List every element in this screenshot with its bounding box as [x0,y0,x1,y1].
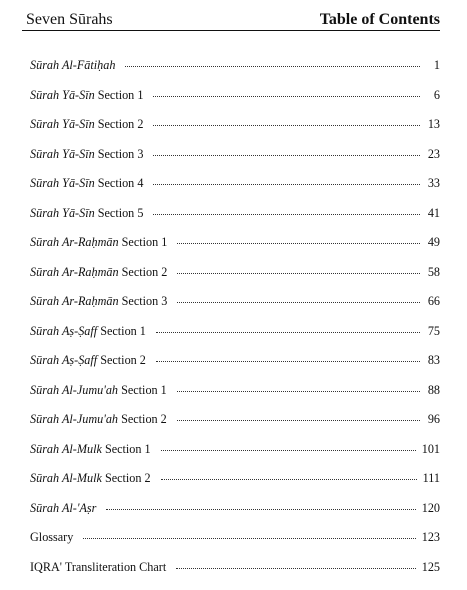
page-number: 111 [422,471,440,485]
toc-entry[interactable] [30,57,440,87]
book-title: Seven Sūrahs [26,11,113,28]
entry-title: Sūrah Yā-Sīn Section 1 [30,87,144,102]
dot-leader [177,301,420,303]
page-number: 58 [427,264,440,279]
page-number: 23 [427,146,440,161]
toc-entry[interactable] [30,529,440,559]
dot-leader [156,360,420,362]
entry-title: Sūrah Al-Fātiḥah [30,58,116,72]
toc-entry[interactable] [30,116,440,146]
page-number: 88 [427,382,440,397]
page-number: 6 [433,87,440,102]
page-number: 75 [427,323,440,338]
dot-leader [83,537,415,539]
dot-leader [153,154,420,156]
dot-leader [153,213,420,215]
toc-entry[interactable] [30,470,440,500]
toc-entry[interactable] [30,234,440,264]
page-number: 13 [427,117,440,131]
dot-leader [156,331,420,333]
entry-title: Glossary [30,530,74,544]
toc-entry[interactable] [30,87,440,117]
toc-entry[interactable] [30,500,440,530]
toc-heading: Table of Contents [319,11,440,28]
toc-entry[interactable] [30,323,440,353]
page-number: 120 [421,500,440,515]
dot-leader [153,124,420,126]
toc-entry[interactable] [30,441,440,471]
entry-title: Sūrah Yā-Sīn Section 4 [30,176,144,190]
toc-entry[interactable] [30,352,440,382]
dot-leader [106,508,415,510]
toc-entry[interactable] [30,293,440,323]
entry-title: Sūrah Al-'Aṣr [30,500,97,515]
page-number: 33 [427,176,440,190]
entry-title: Sūrah Yā-Sīn Section 2 [30,117,144,131]
entry-title: Sūrah Ar-Raḥmān Section 1 [30,235,168,249]
page-number: 123 [421,530,440,544]
page-number: 66 [427,294,440,308]
page-number: 101 [421,441,440,456]
page-number: 83 [427,353,440,367]
entry-title: Sūrah Yā-Sīn Section 5 [30,205,144,220]
toc-entry[interactable] [30,146,440,176]
toc-entry[interactable] [30,411,440,441]
toc-list [30,57,440,588]
entry-title: IQRA' Transliteration Chart [30,559,167,574]
dot-leader [177,390,420,392]
toc-entry[interactable] [30,264,440,294]
toc-entry[interactable] [30,559,440,589]
page-header [22,10,440,31]
entry-title: Sūrah Yā-Sīn Section 3 [30,146,144,161]
entry-title: Sūrah Al-Mulk Section 2 [30,471,151,485]
dot-leader [177,272,420,274]
dot-leader [161,449,416,451]
toc-entry[interactable] [30,205,440,235]
page-number: 125 [421,559,440,574]
toc-entry[interactable] [30,382,440,412]
entry-title: Sūrah Ar-Raḥmān Section 3 [30,294,168,308]
dot-leader [177,419,420,421]
page-number: 41 [427,205,440,220]
entry-title: Sūrah Ar-Raḥmān Section 2 [30,264,168,279]
dot-leader [176,567,415,569]
dot-leader [125,65,420,67]
toc-entry[interactable] [30,175,440,205]
entry-title: Sūrah Aṣ-Ṣaff Section 2 [30,353,146,367]
entry-title: Sūrah Al-Jumu'ah Section 1 [30,382,167,397]
page-number: 49 [427,235,440,249]
dot-leader [161,478,417,480]
dot-leader [153,95,420,97]
entry-title: Sūrah Aṣ-Ṣaff Section 1 [30,323,146,338]
page-number: 96 [427,412,440,426]
entry-title: Sūrah Al-Jumu'ah Section 2 [30,412,167,426]
dot-leader [177,242,420,244]
page-number: 1 [433,58,440,72]
entry-title: Sūrah Al-Mulk Section 1 [30,441,151,456]
dot-leader [153,183,420,185]
